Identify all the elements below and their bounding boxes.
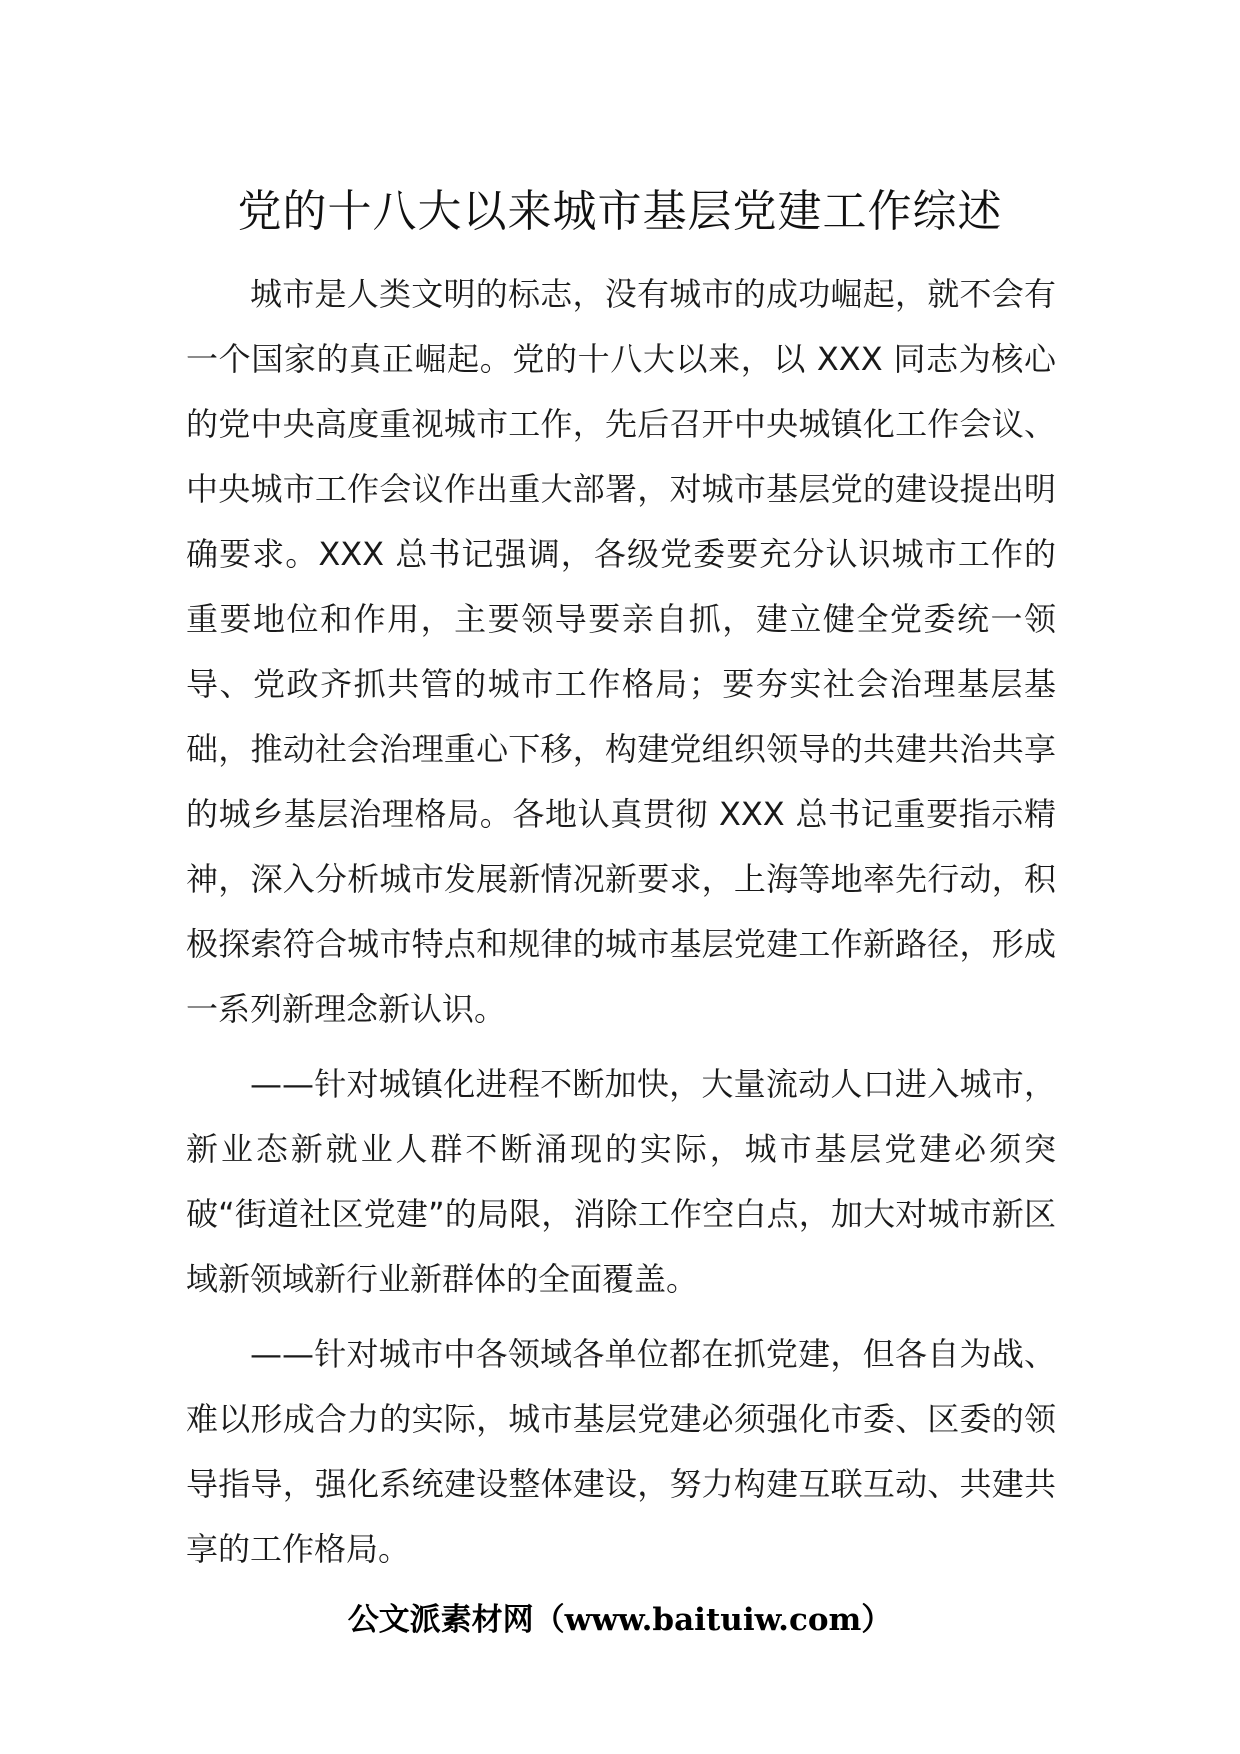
document-title: 党的十八大以来城市基层党建工作综述 bbox=[237, 186, 1003, 237]
paragraph-point-2: ——针对城市中各领域各单位都在抓党建，但各自为战、难以形成合力的实际，城市基层党建必须强化市委、区委的领导指导，强化系统建设整体建设，努力构建互联互动、共建共享的工作格局。 bbox=[186, 1335, 1056, 1568]
source-watermark: 公文派素材网（www.baituiw.com） bbox=[347, 1602, 893, 1638]
document-body bbox=[186, 262, 1056, 1582]
paragraph-point-1: ——针对城镇化进程不断加快，大量流动人口进入城市，新业态新就业人群不断涌现的实际，城市基层党建必须突破“街道社区党建”的局限，消除工作空白点，加大对城市新区域新领域新行业新群体的全面覆盖。 bbox=[186, 1065, 1056, 1298]
paragraph-intro: 城市是人类文明的标志，没有城市的成功崛起，就不会有一个国家的真正崛起。党的十八大以来，以 XXX 同志为核心的党中央高度重视城市工作，先后召开中央城镇化工作会议、中央城市工作会议作出重大部署，对城市基层党的建设提出明确要求。XXX 总书记强调，各级党委要充分认识城市工作的重要地位和作用，主要领导要亲自抓，建立健全党委统一领导、党政齐抓共管的城市工作格局；要夯实社会治理基层基础，推动社会治理重心下移，构建党组织领导的共建共治共享的城乡基层治理格局。各地认真贯彻 XXX 总书记重要指示精神，深入分析城市发展新情况新要求，上海等地率先行动，积极探索符合城市特点和规律的城市基层党建工作新路径，形成一系列新理念新认识。 bbox=[186, 275, 1056, 1028]
